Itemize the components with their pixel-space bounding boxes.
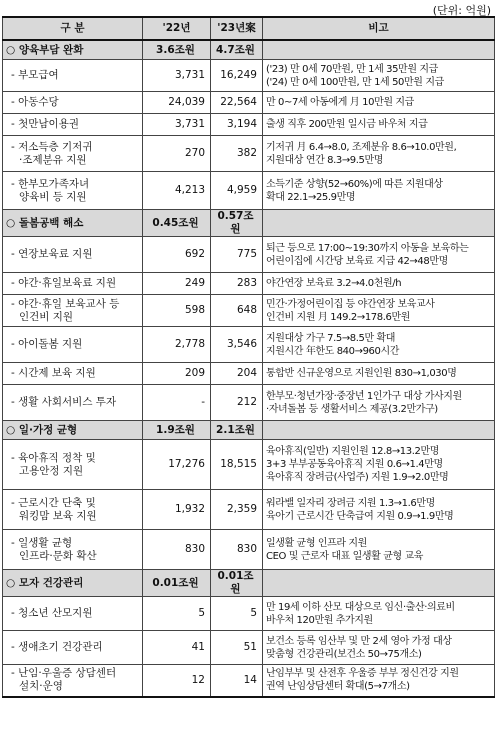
value-2023: 775 <box>211 237 263 273</box>
budget-table <box>2 16 495 698</box>
item-name-line: - 시간제 보육 지원 <box>11 367 96 379</box>
note-line: 만 19세 이하 산모 대상으로 임신·출산·의료비 <box>266 601 455 613</box>
value-2022: 12 <box>143 665 211 697</box>
table-row <box>3 114 495 136</box>
value-2022: 4,213 <box>143 172 211 210</box>
note-line: 어린이집에 시간당 보육료 지급 42→48만명 <box>266 255 448 267</box>
item-note <box>263 172 495 210</box>
item-name <box>3 136 143 172</box>
item-name <box>3 631 143 665</box>
item-note <box>263 273 495 295</box>
item-name <box>3 295 143 327</box>
table-row <box>3 363 495 385</box>
table-row <box>3 490 495 530</box>
section-note <box>263 570 495 597</box>
value-2022: 249 <box>143 273 211 295</box>
value-2023: 648 <box>211 295 263 327</box>
table-header <box>3 17 495 40</box>
item-name-line: - 난임·우울증 상담센터 <box>11 667 117 680</box>
item-note <box>263 440 495 490</box>
value-2023: 3,546 <box>211 327 263 363</box>
value-2023: 283 <box>211 273 263 295</box>
section-2022: 0.45조원 <box>143 210 211 237</box>
item-note <box>263 363 495 385</box>
value-2023: 18,515 <box>211 440 263 490</box>
note-line: ('23) 만 0세 70만원, 만 1세 35만원 지급 <box>266 63 438 75</box>
item-name <box>3 60 143 92</box>
header-note: 비고 <box>263 17 495 40</box>
note-line: 일생활 균형 인프라 지원 <box>266 537 367 549</box>
note-line: 야간연장 보육료 3.2→4.0천원/h <box>266 278 402 289</box>
item-name-line: - 생애초기 건강관리 <box>11 641 103 653</box>
item-note <box>263 237 495 273</box>
item-note <box>263 490 495 530</box>
item-name-line: - 일생활 균형 <box>11 536 73 549</box>
item-name-line: - 야간·휴일보육료 지원 <box>11 277 117 289</box>
section-2023: 0.57조원 <box>211 210 263 237</box>
item-name-line: 워킹맘 보육 지원 <box>19 509 97 522</box>
item-name-line: - 근로시간 단축 및 <box>11 496 96 509</box>
table-body <box>3 40 495 697</box>
table-row <box>3 597 495 631</box>
value-2022: 209 <box>143 363 211 385</box>
value-2022: 830 <box>143 530 211 570</box>
note-line: 지원시간 年한도 840→960시간 <box>266 345 399 357</box>
table-row <box>3 172 495 210</box>
section-2022: 1.9조원 <box>143 421 211 440</box>
note-line: 지원대상 가구 7.5→8.5만 확대 <box>266 332 396 344</box>
item-name-line: - 청소년 산모지원 <box>11 607 93 619</box>
value-2023: 3,194 <box>211 114 263 136</box>
section-row <box>3 210 495 237</box>
table-row <box>3 631 495 665</box>
note-line: 퇴근 등으로 17:00~19:30까지 아동을 보육하는 <box>266 242 469 254</box>
item-name <box>3 440 143 490</box>
item-name-line: 양육비 등 지원 <box>19 190 87 203</box>
note-line: 난임부부 및 산전후 우울증 부부 정신건강 지원 <box>266 668 459 680</box>
item-name-line: - 첫만남이용권 <box>11 118 79 130</box>
value-2023: 2,359 <box>211 490 263 530</box>
value-2023: 22,564 <box>211 92 263 114</box>
item-note <box>263 114 495 136</box>
note-line: 권역 난임상담센터 확대(5→7개소) <box>266 681 410 693</box>
value-2023: 204 <box>211 363 263 385</box>
note-line: ·자녀돌봄 등 생활서비스 제공(3.2만가구) <box>266 403 438 415</box>
note-line: ('24) 만 0세 100만원, 만 1세 50만원 지급 <box>266 76 444 88</box>
section-title: ○ 돌봄공백 해소 <box>3 210 143 237</box>
item-name <box>3 237 143 273</box>
table-row <box>3 273 495 295</box>
table-row <box>3 92 495 114</box>
table-row <box>3 136 495 172</box>
value-2022: 598 <box>143 295 211 327</box>
item-name <box>3 327 143 363</box>
item-name <box>3 92 143 114</box>
table-row <box>3 530 495 570</box>
value-2022: 24,039 <box>143 92 211 114</box>
section-row <box>3 40 495 60</box>
value-2022: 270 <box>143 136 211 172</box>
item-name-line: 고용안정 지원 <box>19 464 84 477</box>
item-note <box>263 530 495 570</box>
value-2023: 4,959 <box>211 172 263 210</box>
table-row <box>3 237 495 273</box>
section-row <box>3 421 495 440</box>
section-title: ○ 양육부담 완화 <box>3 40 143 60</box>
item-name <box>3 363 143 385</box>
value-2023: 5 <box>211 597 263 631</box>
note-line: 한부모·청년가장·중장년 1인가구 대상 가사지원 <box>266 390 462 402</box>
item-name-line: 인프라·문화 확산 <box>19 549 97 562</box>
item-name-line: 인건비 지원 <box>19 310 74 323</box>
note-line: 민간·가정어린이집 등 야간연장 보육교사 <box>266 298 435 310</box>
note-line: 바우처 120만원 추가지원 <box>266 614 373 626</box>
section-2023: 2.1조원 <box>211 421 263 440</box>
note-line: CEO 및 근로자 대표 일생활 균형 교육 <box>266 550 424 562</box>
section-2022: 3.6조원 <box>143 40 211 60</box>
item-name <box>3 490 143 530</box>
item-note <box>263 631 495 665</box>
value-2022: 3,731 <box>143 114 211 136</box>
item-name-line: - 생활 사회서비스 투자 <box>11 396 117 408</box>
item-name <box>3 665 143 697</box>
note-line: 만 0~7세 아동에게 月 10만원 지급 <box>266 97 414 108</box>
item-name-line: - 저소득층 기저귀 <box>11 140 93 153</box>
section-note <box>263 421 495 440</box>
value-2022: - <box>143 385 211 421</box>
item-note <box>263 60 495 92</box>
note-line: 3+3 부부공동육아휴직 지원 0.6→1.4만명 <box>266 459 443 470</box>
section-title: ○ 모자 건강관리 <box>3 570 143 597</box>
value-2023: 212 <box>211 385 263 421</box>
section-title: ○ 일·가정 균형 <box>3 421 143 440</box>
value-2023: 830 <box>211 530 263 570</box>
item-note <box>263 665 495 697</box>
item-name <box>3 385 143 421</box>
note-line: 확대 22.1→25.9만명 <box>266 191 356 203</box>
note-line: 통합반 신규운영으로 지원인원 830→1,030명 <box>266 368 457 379</box>
value-2022: 692 <box>143 237 211 273</box>
value-2022: 41 <box>143 631 211 665</box>
table-row <box>3 295 495 327</box>
unit-label: (단위: 억원) <box>432 4 491 17</box>
item-note <box>263 136 495 172</box>
note-line: 소득기준 상향(52→60%)에 따른 지원대상 <box>266 178 443 190</box>
section-note <box>263 40 495 60</box>
note-line: 인건비 지원 月 149.2→178.6만원 <box>266 311 410 323</box>
table-row <box>3 665 495 697</box>
value-2023: 382 <box>211 136 263 172</box>
section-2022: 0.01조원 <box>143 570 211 597</box>
value-2022: 3,731 <box>143 60 211 92</box>
item-name-line: - 부모급여 <box>11 69 59 81</box>
note-line: 출생 직후 200만원 일시금 바우처 지급 <box>266 119 428 130</box>
note-line: 워라밸 일자리 장려금 지원 1.3→1.6만명 <box>266 497 435 509</box>
note-line: 보건소 등록 임산부 및 만 2세 영아 가정 대상 <box>266 635 452 647</box>
item-note <box>263 327 495 363</box>
item-name <box>3 172 143 210</box>
note-line: 육아기 근로시간 단축급여 지원 0.9→1.9만명 <box>266 510 454 522</box>
note-line: 육아휴직(일반) 지원인원 12.8→13.2만명 <box>266 446 439 457</box>
item-name-line: - 한부모가족자녀 <box>11 177 90 190</box>
item-name <box>3 273 143 295</box>
item-name <box>3 597 143 631</box>
note-line: 기저귀 月 6.4→8.0, 조제분유 8.6→10.0만원, <box>266 141 457 153</box>
note-line: 맞춤형 건강관리(보건소 50→75개소) <box>266 648 422 660</box>
section-row <box>3 570 495 597</box>
item-name-line: 설치·운영 <box>19 680 63 693</box>
header-category: 구 분 <box>3 17 143 40</box>
note-line: 지원대상 연간 8.3→9.5만명 <box>266 154 384 166</box>
item-note <box>263 92 495 114</box>
item-name-line: - 육아휴직 정착 및 <box>11 451 96 464</box>
header-2023: '23년案 <box>211 17 263 40</box>
item-note <box>263 385 495 421</box>
item-name-line: - 연장보육료 지원 <box>11 248 93 260</box>
item-note <box>263 597 495 631</box>
item-name <box>3 530 143 570</box>
item-name-line: - 아이돌봄 지원 <box>11 338 83 350</box>
item-note <box>263 295 495 327</box>
table-row <box>3 60 495 92</box>
header-2022: '22년 <box>143 17 211 40</box>
item-name-line: - 아동수당 <box>11 96 59 108</box>
value-2022: 17,276 <box>143 440 211 490</box>
value-2023: 16,249 <box>211 60 263 92</box>
value-2023: 51 <box>211 631 263 665</box>
value-2022: 1,932 <box>143 490 211 530</box>
item-name <box>3 114 143 136</box>
table-row <box>3 440 495 490</box>
note-line: 육아휴직 장려금(사업주) 지원 1.9→2.0만명 <box>266 472 449 483</box>
value-2023: 14 <box>211 665 263 697</box>
item-name-line: - 야간·휴일 보육교사 등 <box>11 297 120 310</box>
table-row <box>3 385 495 421</box>
section-note <box>263 210 495 237</box>
section-2023: 4.7조원 <box>211 40 263 60</box>
table-row <box>3 327 495 363</box>
value-2022: 5 <box>143 597 211 631</box>
item-name-line: ·조제분유 지원 <box>19 153 87 166</box>
section-2023: 0.01조원 <box>211 570 263 597</box>
value-2022: 2,778 <box>143 327 211 363</box>
